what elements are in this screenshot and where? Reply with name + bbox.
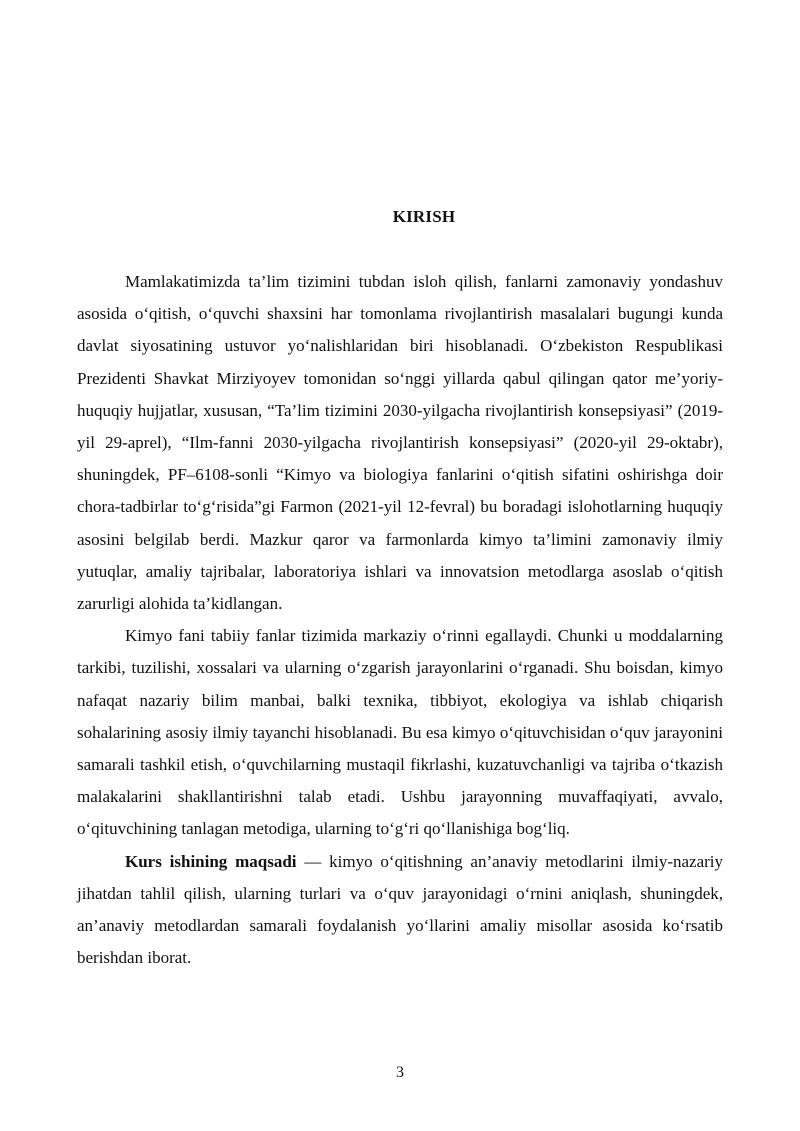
paragraph-chemistry-role xyxy=(77,620,723,845)
page-number: 3 xyxy=(396,1064,404,1081)
paragraph-chemistry-role-text: Kimyo fani tabiiy fanlar tizimida markaziy o‘rinni egallaydi. Chunki u moddalarning tarkibi, tuzilishi, xossalari va ularning o‘zgarish jarayonlarini o‘rganadi. Shu boisdan, kimyo nafaqat nazariy bilim manbai, balki texnika, tibbiyot, ekologiya va ishlab chiqarish sohalarining asosiy ilmiy tayanchi hisoblanadi. Bu esa kimyo o‘qituvchisidan o‘quv jarayonini samarali tashkil etish, o‘quvchilarning mustaqil fikrlashi, kuzatuvchanligi va tajriba o‘tkazish malakalarini shakllantirishni talab etadi. Ushbu jarayonning muvaffaqiyati, avvalo, o‘qituvchining tanlagan metodiga, ularning to‘g‘ri qo‘llanishiga bog‘liq. xyxy=(77,626,723,839)
paragraph-course-goal xyxy=(77,846,723,975)
body-text xyxy=(77,266,723,974)
paragraph-intro xyxy=(77,266,723,620)
course-goal-lead: Kurs ishining maqsadi xyxy=(125,851,297,871)
paragraph-intro-text: Mamlakatimizda ta’lim tizimini tubdan isloh qilish, fanlarni zamonaviy yondashuv asosida o‘qitish, o‘quvchi shaxsini har tomonlama rivojlantirish masalalari bugungi kunda davlat siyosatining ustuvor yo‘nalishlaridan biri hisoblanadi. O‘zbekiston Respublikasi Prezidenti Shavkat Mirziyoyev tomonidan so‘nggi yillarda qabul qilingan qator me’yoriy-huquqiy hujjatlar, xususan, “Ta’lim tizimini 2030-yilgacha rivojlantirish konsepsiyasi” (2019-yil 29-aprel), “Ilm-fanni 2030-yilgacha rivojlantirish konsepsiyasi” (2020-yil 29-oktabr), shuningdek, PF–6108-sonli “Kimyo va biologiya fanlarini o‘qitish sifatini oshirishga doir chora-tadbirlar to‘g‘risida”gi Farmon (2021-yil 12-fevral) bu boradagi islohotlarning huquqiy asosini belgilab berdi. Mazkur qaror va farmonlarda kimyo ta’limini zamonaviy ilmiy yutuqlar, amaliy tajribalar, laboratoriya ishlari va innovatsion metodlarga asoslab o‘qitish zarurligi alohida ta’kidlangan. xyxy=(77,272,723,614)
section-heading: KIRISH xyxy=(392,207,456,226)
course-goal-text: — kimyo o‘qitishning an’anaviy metodlarini ilmiy-nazariy jihatdan tahlil qilish, ularning turlari va o‘quv jarayonidagi o‘rnini aniqlash, shuningdek, an’anaviy metodlardan samarali foydalanish yo‘llarini amaliy misollar asosida ko‘rsatib berishdan iborat. xyxy=(77,851,723,968)
